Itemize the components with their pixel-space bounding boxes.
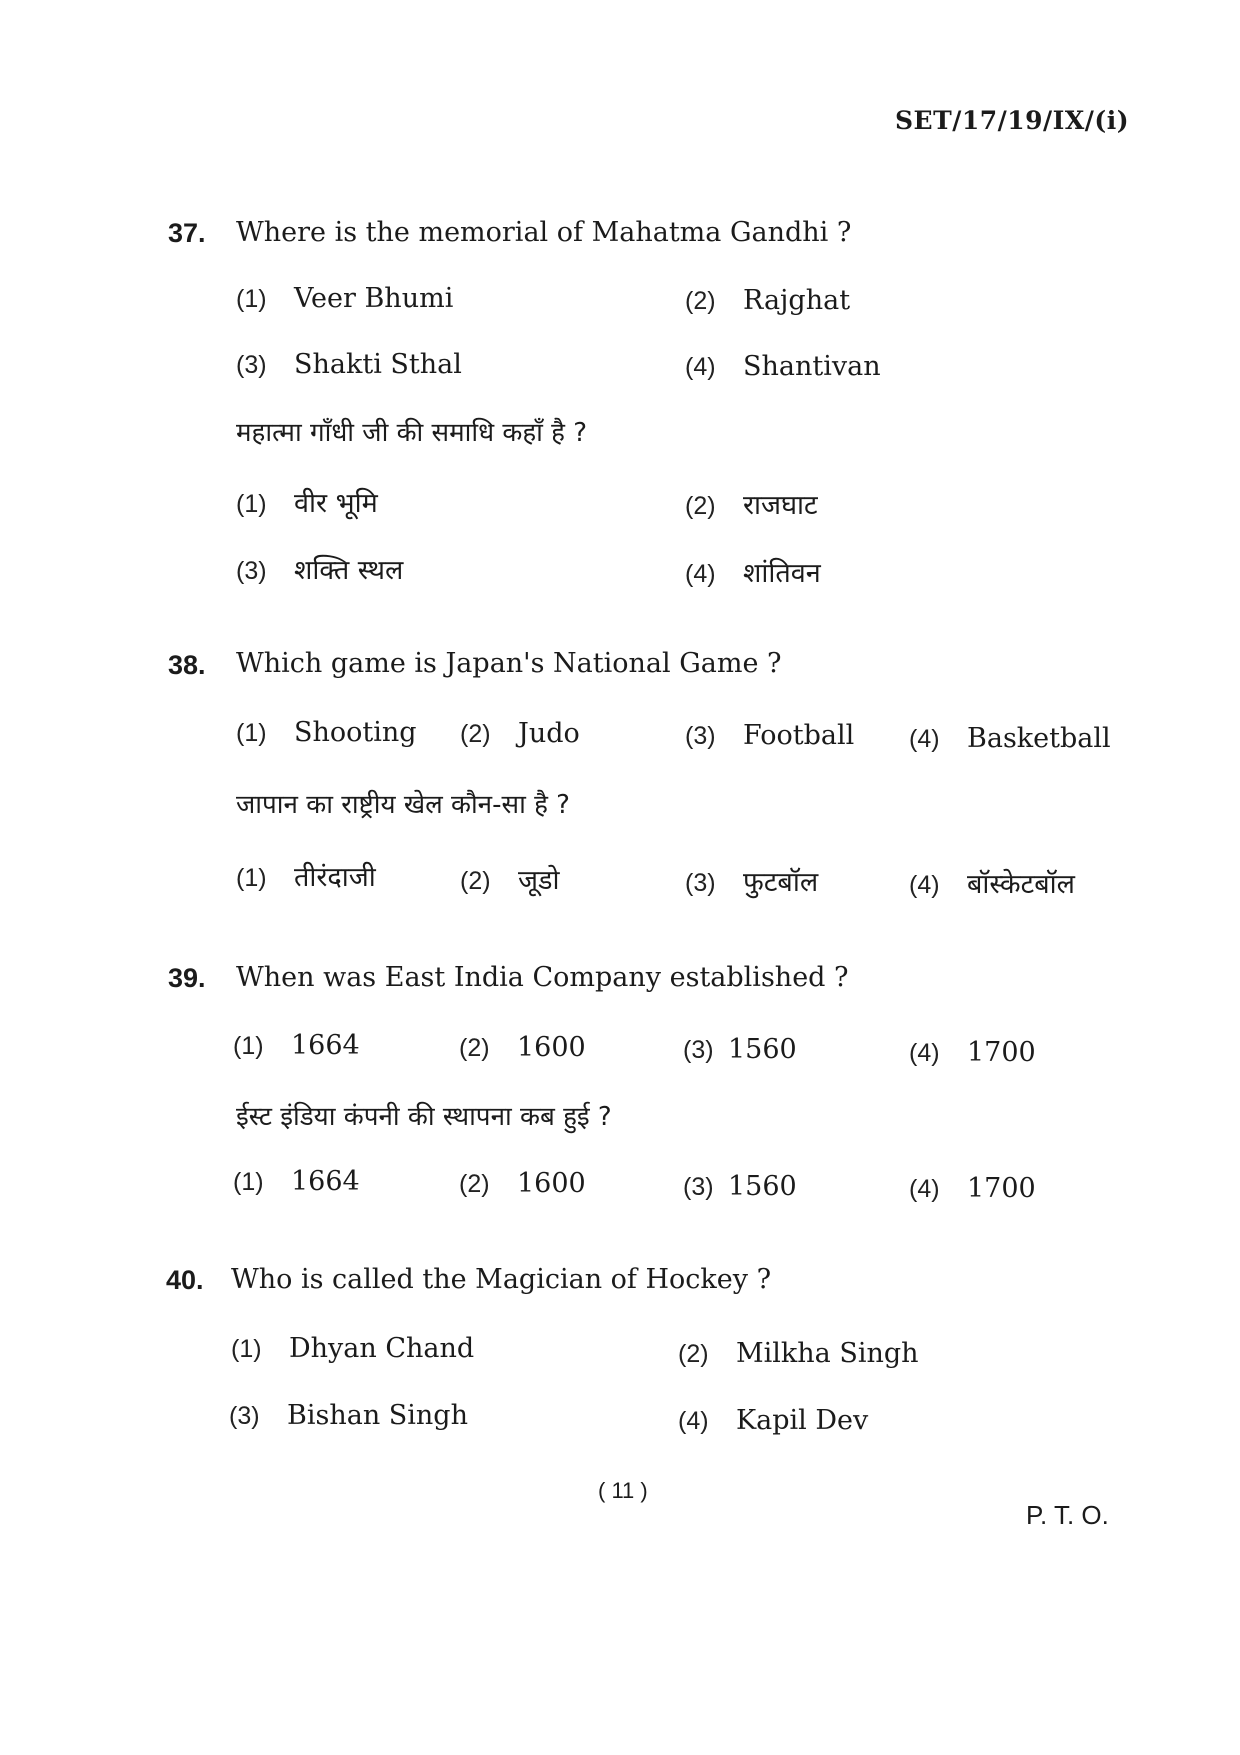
option-1-english (236, 717, 417, 748)
question-text-hindi: महात्मा गाँधी जी की समाधि कहाँ है ? (236, 418, 588, 448)
option-number: (3) (683, 1036, 714, 1064)
option-text: शक्ति स्थल (294, 555, 404, 586)
option-number: (1) (233, 1168, 264, 1196)
option-2-english (685, 285, 850, 316)
option-text: Bishan Singh (287, 1400, 468, 1431)
option-2-hindi (460, 860, 559, 897)
option-number: (2) (459, 1034, 490, 1062)
option-number: (4) (909, 871, 940, 899)
option-number: (4) (909, 1175, 940, 1203)
option-number: (2) (459, 1170, 490, 1198)
option-1-english (233, 1030, 360, 1061)
option-4-hindi (685, 553, 821, 590)
option-number: (4) (909, 1039, 940, 1067)
option-text: 1664 (291, 1166, 360, 1197)
option-number: (3) (683, 1173, 714, 1201)
option-4-english (909, 1037, 1036, 1068)
option-text: Football (743, 720, 855, 751)
option-number: (2) (678, 1340, 709, 1368)
option-4-english (909, 723, 1111, 754)
option-number: (4) (678, 1407, 709, 1435)
option-text: राजघाट (743, 490, 818, 521)
option-text: 1560 (728, 1034, 797, 1065)
question-text-hindi: जापान का राष्ट्रीय खेल कौन-सा है ? (236, 790, 570, 820)
option-number: (4) (685, 353, 716, 381)
option-2-hindi (459, 1168, 586, 1199)
option-number: (1) (236, 864, 267, 892)
option-3-hindi (683, 1171, 797, 1202)
option-2-english (459, 1032, 586, 1063)
option-number: (2) (685, 492, 716, 520)
option-3-english (685, 720, 854, 751)
option-text: फुटबॉल (743, 867, 819, 898)
question-text-english: When was East India Company established ? (236, 962, 849, 993)
option-number: (1) (236, 490, 267, 518)
option-number: (1) (231, 1335, 262, 1363)
question-number: 39. (168, 963, 206, 993)
option-number: (1) (233, 1032, 264, 1060)
option-text: 1700 (967, 1037, 1036, 1068)
option-number: (4) (685, 560, 716, 588)
option-text: तीरंदाजी (294, 862, 376, 893)
paper-code: SET/17/19/IX/(i) (895, 106, 1130, 135)
option-number: (3) (685, 722, 716, 750)
option-number: (3) (236, 351, 267, 379)
option-text: जूडो (518, 865, 560, 896)
option-4-english (685, 351, 881, 382)
option-4-english (678, 1405, 868, 1436)
option-number: (3) (685, 869, 716, 897)
pto-label: P. T. O. (1026, 1500, 1109, 1530)
option-number: (3) (229, 1402, 260, 1430)
option-1-english (231, 1333, 474, 1364)
option-text: वीर भूमि (294, 488, 378, 519)
option-number: (3) (236, 557, 267, 585)
option-text: 1600 (517, 1168, 586, 1199)
option-number: (1) (236, 285, 267, 313)
page-number: ( 11 ) (598, 1478, 648, 1503)
question-number: 37. (168, 218, 206, 248)
option-text: Judo (518, 718, 580, 749)
option-2-english (460, 718, 580, 749)
option-number: (2) (460, 867, 491, 895)
option-number: (4) (909, 725, 940, 753)
option-text: 1560 (728, 1171, 797, 1202)
option-text: Rajghat (743, 285, 851, 316)
question-text-english: Which game is Japan's National Game ? (236, 648, 782, 679)
option-text: Basketball (967, 723, 1111, 754)
option-number: (2) (685, 287, 716, 315)
option-1-hindi (236, 857, 376, 894)
option-text: Shooting (294, 717, 417, 748)
question-number: 40. (166, 1265, 204, 1295)
option-2-hindi (685, 485, 818, 522)
option-text: 1700 (967, 1173, 1036, 1204)
option-3-english (229, 1400, 468, 1431)
option-text: 1600 (517, 1032, 586, 1063)
question-text-english: Who is called the Magician of Hockey ? (231, 1264, 772, 1295)
option-3-hindi (236, 550, 403, 587)
option-3-english (683, 1034, 797, 1065)
option-1-hindi (236, 483, 378, 520)
option-text: बॉस्केटबॉल (967, 869, 1075, 900)
option-3-english (236, 349, 462, 380)
option-text: Veer Bhumi (294, 283, 454, 314)
option-text: शांतिवन (743, 558, 821, 589)
option-4-hindi (909, 864, 1075, 901)
question-text-english: Where is the memorial of Mahatma Gandhi ? (236, 217, 852, 248)
option-number: (2) (460, 720, 491, 748)
option-1-english (236, 283, 453, 314)
option-text: Shantivan (743, 351, 881, 382)
option-text: Shakti Sthal (294, 349, 462, 380)
option-3-hindi (685, 862, 818, 899)
question-text-hindi: ईस्ट इंडिया कंपनी की स्थापना कब हुई ? (236, 1102, 612, 1132)
option-4-hindi (909, 1173, 1036, 1204)
question-number: 38. (168, 650, 206, 680)
option-text: Kapil Dev (736, 1405, 869, 1436)
option-1-hindi (233, 1166, 360, 1197)
option-2-english (678, 1338, 919, 1369)
option-number: (1) (236, 719, 267, 747)
option-text: Milkha Singh (736, 1338, 919, 1369)
option-text: Dhyan Chand (289, 1333, 475, 1364)
option-text: 1664 (291, 1030, 360, 1061)
